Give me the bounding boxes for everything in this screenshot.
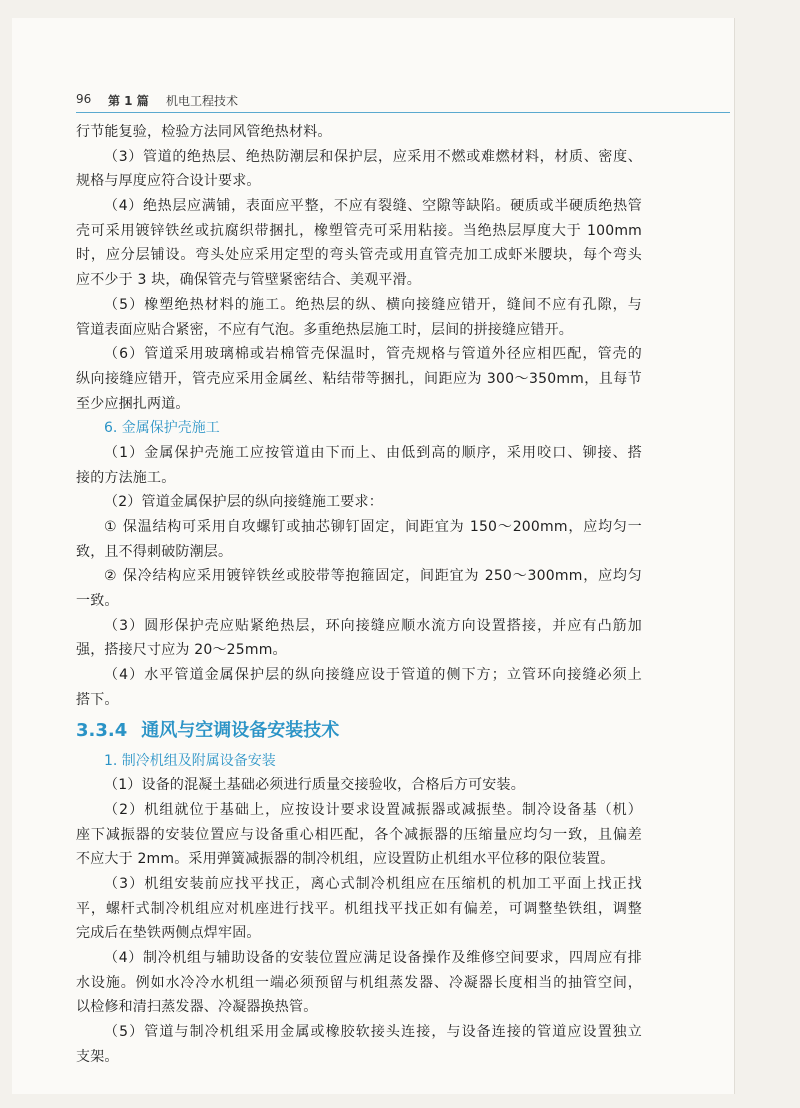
paragraph-line: 纵向接缝应错开，管壳应采用金属丝、粘结带等捆扎，间距应为 300～350mm，且每节 (76, 370, 642, 387)
paragraph-line: 强，搭接尺寸应为 20～25mm。 (76, 642, 287, 659)
page-number: 96 (76, 92, 92, 106)
section-number: 3.3.4 (76, 719, 128, 741)
section-heading (76, 713, 642, 749)
paragraph-line: （4）制冷机组与辅助设备的安装位置应满足设备操作及维修空间要求，四周应有排 (104, 950, 642, 966)
paragraph-line: （5）管道与制冷机组采用金属或橡胶软接头连接，与设备连接的管道应设置独立 (104, 1024, 642, 1041)
part-label: 第 1 篇 (108, 94, 149, 108)
paragraph-line: 行节能复验，检验方法同风管绝热材料。 (76, 124, 332, 140)
paragraph-line: 规格与厚度应符合设计要求。 (76, 173, 261, 190)
paragraph-line: （1）设备的混凝土基础必须进行质量交接验收，合格后方可安装。 (104, 777, 525, 794)
subsection-heading: 1. 制冷机组及附属设备安装 (104, 752, 276, 769)
paragraph-line: 壳可采用镀锌铁丝或抗腐织带捆扎，橡塑管壳可采用粘接。当绝热层厚度大于 100mm (76, 222, 642, 239)
paragraph-line: （6）管道采用玻璃棉或岩棉管壳保温时，管壳规格与管道外径应相匹配，管壳的 (104, 346, 642, 363)
page-body (76, 120, 642, 1069)
page-header (76, 90, 730, 112)
part-title: 机电工程技术 (166, 94, 239, 108)
paragraph-line: 支架。 (76, 1048, 119, 1065)
paragraph-line: （3）机组安装前应找平找正，离心式制冷机组应在压缩机的机加工平面上找正找 (104, 875, 642, 892)
paragraph-line: 致，且不得刺破防潮层。 (76, 543, 233, 560)
paragraph-line: （3）圆形保护壳应贴紧绝热层，环向接缝应顺水流方向设置搭接，并应有凸筋加 (104, 617, 642, 634)
paragraph-line: 接的方法施工。 (76, 469, 176, 486)
subsection-heading: 6. 金属保护壳施工 (104, 420, 220, 437)
paragraph-line: 完成后在垫铁两侧点焊牢固。 (76, 925, 261, 942)
section-title: 通风与空调设备安装技术 (141, 719, 340, 741)
paragraph-line: 至少应捆扎两道。 (76, 395, 190, 412)
paragraph-line: 不应大于 2mm。采用弹簧减振器的制冷机组，应设置防止机组水平位移的限位装置。 (76, 851, 615, 868)
paragraph-line: 平，螺杆式制冷机组应对机座进行找平。机组找平找正如有偏差，可调整垫铁组，调整 (76, 900, 642, 917)
paragraph-line: （2）管道金属保护层的纵向接缝施工要求： (104, 494, 383, 511)
paragraph-line: ② 保冷结构应采用镀锌铁丝或胶带等抱箍固定，间距宜为 250～300mm，应均匀 (104, 568, 642, 585)
paragraph-line: 以检修和清扫蒸发器、冷凝器换热管。 (76, 999, 318, 1016)
paragraph-line: （5）橡塑绝热材料的施工。绝热层的纵、横向接缝应错开，缝间不应有孔隙，与 (104, 296, 642, 313)
paragraph-line: 水设施。例如水冷冷水机组一端必须预留与机组蒸发器、冷凝器长度相当的抽管空间， (76, 974, 642, 991)
paragraph-line: （2）机组就位于基础上，应按设计要求设置减振器或减振垫。制冷设备基（机） (104, 801, 642, 818)
paragraph-line: 应不少于 3 块，确保管壳与管壁紧密结合、美观平滑。 (76, 272, 422, 289)
paragraph-line: 搭下。 (76, 691, 119, 708)
paragraph-line: （1）金属保护壳施工应按管道由下而上、由低到高的顺序，采用咬口、铆接、搭 (104, 444, 642, 461)
paragraph-line: 管道表面应贴合紧密，不应有气泡。多重绝热层施工时，层间的拼接缝应错开。 (76, 321, 573, 338)
paragraph-line: 一致。 (76, 593, 119, 610)
paragraph-line: （3）管道的绝热层、绝热防潮层和保护层，应采用不燃或难燃材料，材质、密度、 (104, 148, 642, 165)
header-divider (76, 112, 730, 113)
paragraph-line: ① 保温结构可采用自攻螺钉或抽芯铆钉固定，间距宜为 150～200mm，应均匀一 (104, 519, 642, 535)
paragraph-line: 座下减振器的安装位置应与设备重心相匹配，各个减振器的压缩量应均匀一致，且偏差 (76, 826, 642, 843)
paragraph-line: （4）绝热层应满铺，表面应平整，不应有裂缝、空隙等缺陷。硬质或半硬质绝热管 (104, 198, 642, 215)
paragraph-line: （4）水平管道金属保护层的纵向接缝应设于管道的侧下方；立管环向接缝必须上 (104, 667, 642, 684)
paragraph-line: 时，应分层铺设。弯头处应采用定型的弯头管壳或用直管壳加工成虾米腰块，每个弯头 (76, 247, 642, 264)
